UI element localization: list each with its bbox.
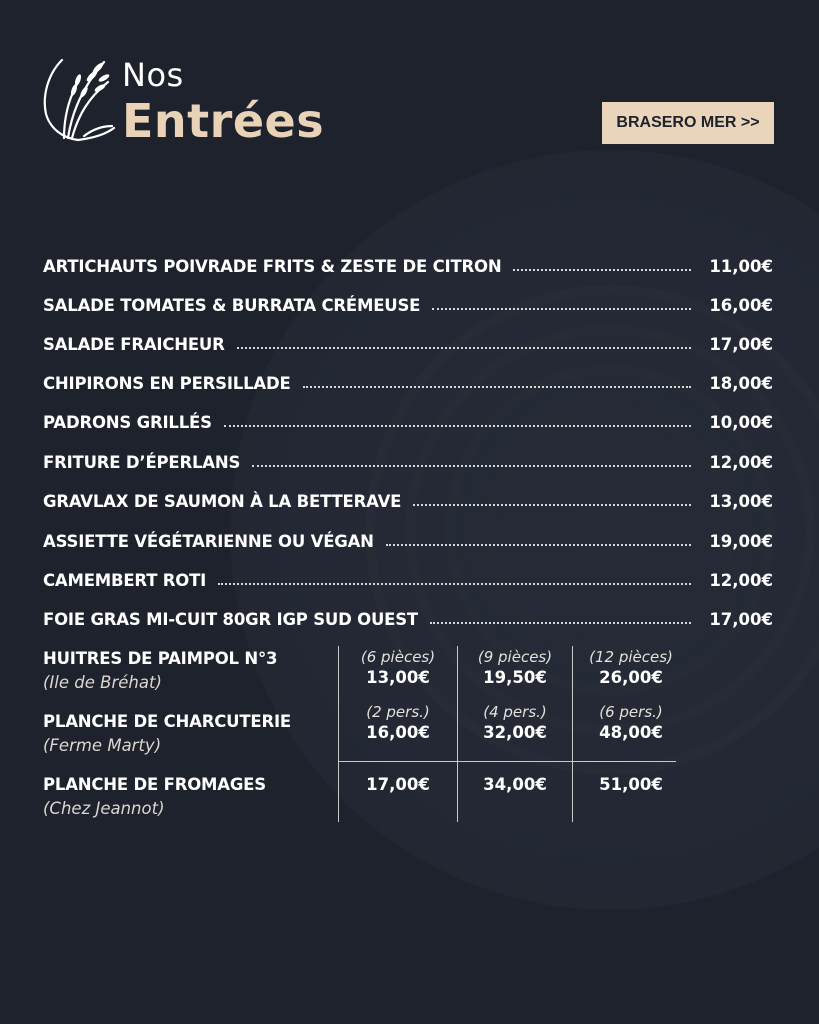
dot-leader [218, 583, 691, 585]
grid-divider [338, 761, 676, 762]
item-price: 19,00€ [709, 531, 773, 551]
grid-item-origin: (Ile de Bréhat) [43, 673, 162, 692]
dot-leader [224, 425, 691, 427]
menu-item [43, 489, 773, 513]
option-price: 34,00€ [483, 775, 547, 794]
option-size: (2 pers.) [366, 703, 430, 721]
item-name: GRAVLAX DE SAUMON À LA BETTERAVE [43, 491, 402, 511]
option-price: 13,00€ [366, 668, 430, 687]
wheat-logo-icon [38, 52, 118, 144]
option-size: (9 pièces) [477, 648, 553, 666]
grid-item-name: PLANCHE DE CHARCUTERIE [43, 712, 291, 731]
menu-item [43, 568, 773, 592]
item-price: 12,00€ [709, 452, 773, 472]
option-size: (6 pers.) [599, 703, 663, 721]
menu-item [43, 254, 773, 278]
brasero-mer-button[interactable]: BRASERO MER >> [602, 102, 774, 144]
item-name: SALADE TOMATES & BURRATA CRÉMEUSE [43, 295, 421, 315]
menu-item [43, 371, 773, 395]
item-price: 18,00€ [709, 373, 773, 393]
grid-item-origin: (Ferme Marty) [43, 736, 162, 755]
grid-divider [338, 646, 339, 822]
grid-divider [572, 646, 573, 822]
menu-item [43, 450, 773, 474]
option-price: 26,00€ [599, 668, 663, 687]
item-price: 17,00€ [709, 334, 773, 354]
item-name: ASSIETTE VÉGÉTARIENNE OU VÉGAN [43, 531, 374, 551]
dot-leader [413, 504, 691, 506]
grid-divider [457, 646, 458, 822]
item-price: 17,00€ [709, 609, 773, 629]
option-price: 32,00€ [483, 723, 547, 742]
dot-leader [237, 347, 691, 349]
grid-item-name: HUITRES DE PAIMPOL N°3 [43, 649, 278, 668]
option-size: (6 pièces) [360, 648, 436, 666]
dot-leader [252, 465, 691, 467]
option-price: 51,00€ [599, 775, 663, 794]
menu-item [43, 293, 773, 317]
grid-item-origin: (Chez Jeannot) [43, 799, 165, 818]
menu-item [43, 607, 773, 631]
option-size: (4 pers.) [483, 703, 547, 721]
dot-leader [513, 269, 691, 271]
option-size: (12 pièces) [589, 648, 673, 666]
option-price: 16,00€ [366, 723, 430, 742]
item-name: FRITURE D’ÉPERLANS [43, 452, 241, 472]
menu-item [43, 410, 773, 434]
item-price: 16,00€ [709, 295, 773, 315]
menu-item [43, 529, 773, 553]
dot-leader [386, 544, 691, 546]
item-price: 12,00€ [709, 570, 773, 590]
title-line-1: Nos [122, 56, 184, 94]
item-name: PADRONS GRILLÉS [43, 412, 212, 432]
item-price: 10,00€ [709, 412, 773, 432]
dot-leader [432, 308, 691, 310]
dot-leader [303, 386, 691, 388]
item-name: FOIE GRAS MI-CUIT 80GR IGP SUD OUEST [43, 609, 418, 629]
menu-item [43, 332, 773, 356]
option-price: 19,50€ [483, 668, 547, 687]
item-price: 11,00€ [709, 256, 773, 276]
item-name: CHIPIRONS EN PERSILLADE [43, 373, 291, 393]
item-name: ARTICHAUTS POIVRADE FRITS & ZESTE DE CITRON [43, 256, 502, 276]
page-title: Entrées [122, 94, 325, 148]
item-price: 13,00€ [709, 491, 773, 511]
option-price: 17,00€ [366, 775, 430, 794]
item-name: CAMEMBERT ROTI [43, 570, 207, 590]
dot-leader [430, 622, 691, 624]
grid-item-name: PLANCHE DE FROMAGES [43, 775, 266, 794]
option-price: 48,00€ [599, 723, 663, 742]
item-name: SALADE FRAICHEUR [43, 334, 225, 354]
